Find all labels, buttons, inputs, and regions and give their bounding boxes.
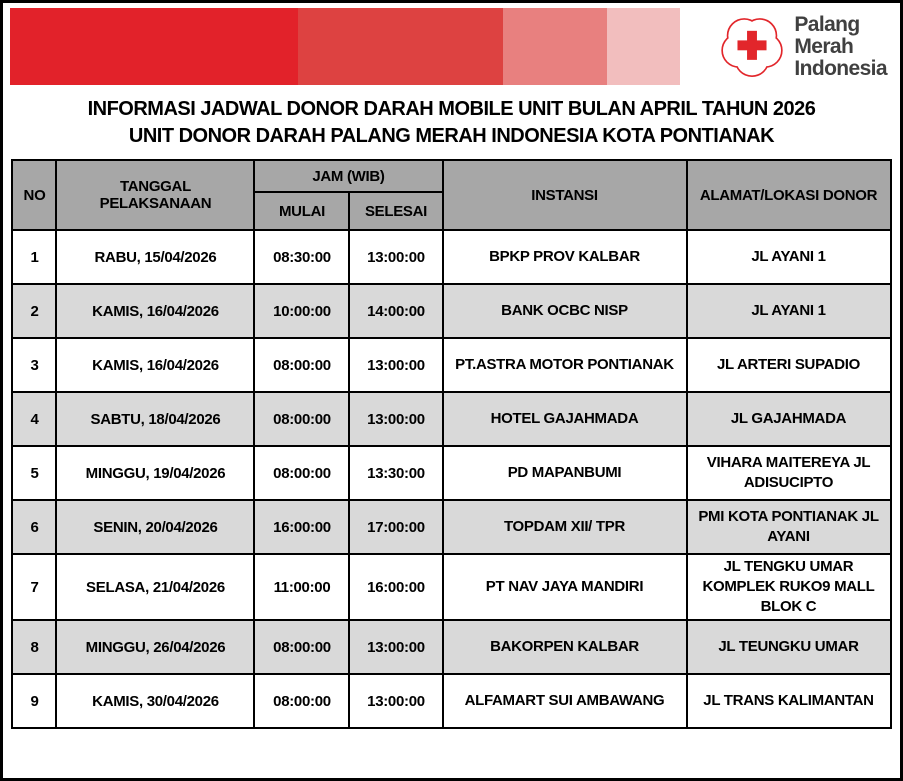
cell-tanggal: SELASA, 21/04/2026 [56, 554, 254, 620]
header-banner [10, 8, 899, 85]
cell-alamat: JL AYANI 1 [687, 230, 891, 284]
cell-selesai: 17:00:00 [349, 500, 442, 554]
donor-schedule-table [11, 159, 891, 729]
cell-mulai: 10:00:00 [254, 284, 349, 338]
table-header [12, 160, 890, 230]
cell-tanggal: KAMIS, 30/04/2026 [56, 674, 254, 728]
banner-segment-3 [503, 8, 607, 85]
table-row [12, 554, 890, 620]
cell-alamat: VIHARA MAITEREYA JL ADISUCIPTO [687, 446, 891, 500]
cell-mulai: 08:00:00 [254, 392, 349, 446]
table-row [12, 230, 890, 284]
cell-instansi: PD MAPANBUMI [443, 446, 687, 500]
cell-selesai: 16:00:00 [349, 554, 442, 620]
cell-mulai: 08:30:00 [254, 230, 349, 284]
cell-selesai: 13:00:00 [349, 674, 442, 728]
cell-no: 9 [12, 674, 56, 728]
cell-alamat: JL TRANS KALIMANTAN [687, 674, 891, 728]
header-selesai: SELESAI [349, 192, 442, 230]
table-row [12, 674, 890, 728]
cell-instansi: BAKORPEN KALBAR [443, 620, 687, 674]
cell-alamat: JL TEUNGKU UMAR [687, 620, 891, 674]
header-instansi: INSTANSI [443, 160, 687, 230]
cell-tanggal: SENIN, 20/04/2026 [56, 500, 254, 554]
cell-no: 6 [12, 500, 56, 554]
title-line-1: INFORMASI JADWAL DONOR DARAH MOBILE UNIT BULAN APRIL TAHUN 2026 [87, 98, 816, 120]
cell-alamat: JL AYANI 1 [687, 284, 891, 338]
cell-selesai: 13:30:00 [349, 446, 442, 500]
title-line-2: UNIT DONOR DARAH PALANG MERAH INDONESIA KOTA PONTIANAK [128, 125, 775, 147]
cell-mulai: 08:00:00 [254, 620, 349, 674]
cell-selesai: 14:00:00 [349, 284, 442, 338]
cell-mulai: 08:00:00 [254, 338, 349, 392]
cell-selesai: 13:00:00 [349, 392, 442, 446]
cell-instansi: BPKP PROV KALBAR [443, 230, 687, 284]
cell-tanggal: MINGGU, 26/04/2026 [56, 620, 254, 674]
cell-alamat: PMI KOTA PONTIANAK JL AYANI [687, 500, 891, 554]
header-tanggal: TANGGAL PELAKSANAAN [56, 160, 254, 230]
cell-tanggal: SABTU, 18/04/2026 [56, 392, 254, 446]
cell-alamat: JL GAJAHMADA [687, 392, 891, 446]
cell-mulai: 08:00:00 [254, 446, 349, 500]
cell-mulai: 08:00:00 [254, 674, 349, 728]
cell-selesai: 13:00:00 [349, 620, 442, 674]
header-jam-wib: JAM (WIB) [254, 160, 442, 192]
table-row [12, 446, 890, 500]
table-row [12, 284, 890, 338]
cell-instansi: HOTEL GAJAHMADA [443, 392, 687, 446]
page-title [3, 96, 900, 150]
cell-no: 7 [12, 554, 56, 620]
logo-word-merah: Merah [794, 34, 854, 58]
cell-no: 5 [12, 446, 56, 500]
cell-tanggal: KAMIS, 16/04/2026 [56, 338, 254, 392]
schedule-tbody [12, 230, 890, 728]
cell-instansi: TOPDAM XII/ TPR [443, 500, 687, 554]
cell-mulai: 11:00:00 [254, 554, 349, 620]
header-alamat: ALAMAT/LOKASI DONOR [687, 160, 891, 230]
cell-instansi: PT.ASTRA MOTOR PONTIANAK [443, 338, 687, 392]
cell-no: 1 [12, 230, 56, 284]
header-no: NO [12, 160, 56, 230]
cell-tanggal: RABU, 15/04/2026 [56, 230, 254, 284]
cell-mulai: 16:00:00 [254, 500, 349, 554]
table-row [12, 620, 890, 674]
header-mulai: MULAI [254, 192, 349, 230]
cell-no: 2 [12, 284, 56, 338]
cell-no: 3 [12, 338, 56, 392]
palang-merah-indonesia-logo [719, 8, 887, 85]
cell-alamat: JL ARTERI SUPADIO [687, 338, 891, 392]
cell-tanggal: KAMIS, 16/04/2026 [56, 284, 254, 338]
cell-selesai: 13:00:00 [349, 230, 442, 284]
logo-word-indonesia: Indonesia [794, 56, 887, 80]
logo-wordmark [794, 14, 887, 80]
logo-word-palang: Palang [794, 12, 860, 36]
table-row [12, 392, 890, 446]
cell-tanggal: MINGGU, 19/04/2026 [56, 446, 254, 500]
cell-no: 8 [12, 620, 56, 674]
pmi-flower-cross-icon [719, 12, 785, 82]
cell-no: 4 [12, 392, 56, 446]
banner-segment-2 [298, 8, 503, 85]
cell-instansi: BANK OCBC NISP [443, 284, 687, 338]
table-row [12, 338, 890, 392]
table-row [12, 500, 890, 554]
cell-instansi: ALFAMART SUI AMBAWANG [443, 674, 687, 728]
cell-selesai: 13:00:00 [349, 338, 442, 392]
banner-segment-1 [10, 8, 298, 85]
banner-segment-4 [607, 8, 680, 85]
cell-instansi: PT NAV JAYA MANDIRI [443, 554, 687, 620]
cell-alamat: JL TENGKU UMAR KOMPLEK RUKO9 MALL BLOK C [687, 554, 891, 620]
